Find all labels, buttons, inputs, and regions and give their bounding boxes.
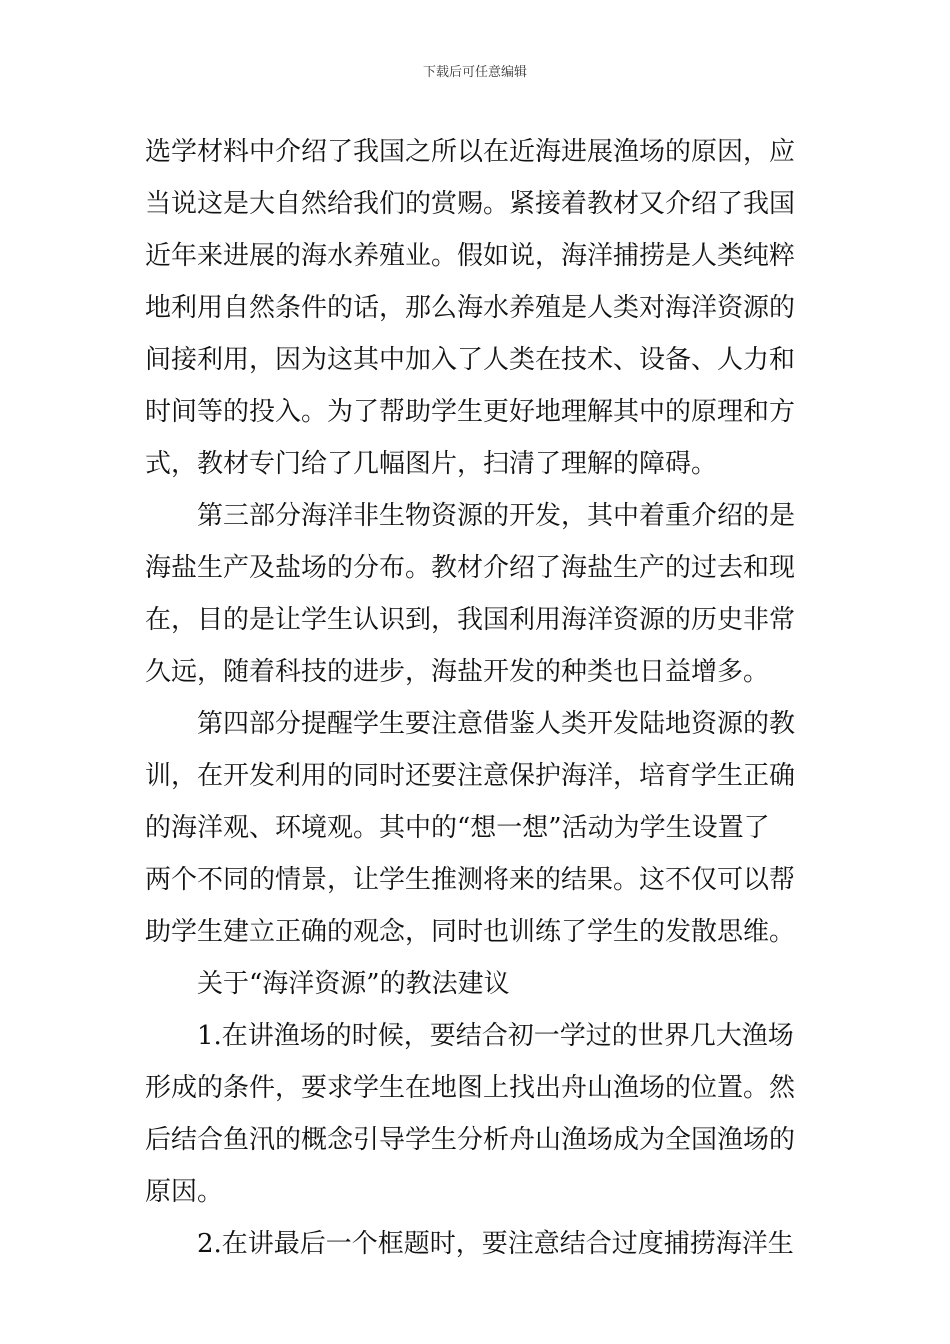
paragraph-line: 地利用自然条件的话，那么海水养殖是人类对海洋资源的 xyxy=(145,293,796,323)
section-heading: 关于“海洋资源”的教法建议 xyxy=(197,969,510,999)
page-header: 下载后可任意编辑 xyxy=(422,65,527,80)
paragraph-line: 后结合鱼汛的概念引导学生分析舟山渔场成为全国渔场的 xyxy=(145,1125,796,1155)
paragraph-line: 第三部分海洋非生物资源的开发，其中着重介绍的是 xyxy=(197,501,796,531)
paragraph-line: 当说这是大自然给我们的赏赐。紧接着教材又介绍了我国 xyxy=(145,189,796,219)
document-body xyxy=(145,126,813,1270)
paragraph-line: 近年来进展的海水养殖业。假如说，海洋捕捞是人类纯粹 xyxy=(145,241,796,271)
paragraph-line: 形成的条件，要求学生在地图上找出舟山渔场的位置。然 xyxy=(145,1073,796,1103)
paragraph-line: 训，在开发利用的同时还要注意保护海洋，培育学生正确 xyxy=(145,761,796,791)
paragraph-line: 第四部分提醒学生要注意借鉴人类开发陆地资源的教 xyxy=(197,709,796,739)
paragraph-line: 的海洋观、环境观。其中的“想一想”活动为学生设置了 xyxy=(145,813,770,843)
paragraph-line: 助学生建立正确的观念，同时也训练了学生的发散思维。 xyxy=(145,917,796,947)
paragraph-line: 选学材料中介绍了我国之所以在近海进展渔场的原因，应 xyxy=(145,137,796,167)
paragraph-line: 式，教材专门给了几幅图片，扫清了理解的障碍。 xyxy=(145,449,718,479)
paragraph-line: 两个不同的情景，让学生推测将来的结果。这不仅可以帮 xyxy=(145,865,796,895)
paragraph-line: 间接利用，因为这其中加入了人类在技术、设备、人力和 xyxy=(145,345,796,375)
paragraph-line: 时间等的投入。为了帮助学生更好地理解其中的原理和方 xyxy=(145,397,796,427)
paragraph-line: 1.在讲渔场的时候，要结合初一学过的世界几大渔场 xyxy=(197,1021,794,1051)
paragraph-line: 久远，随着科技的进步，海盐开发的种类也日益增多。 xyxy=(145,657,770,687)
paragraph-line: 海盐生产及盐场的分布。教材介绍了海盐生产的过去和现 xyxy=(145,553,796,583)
paragraph-line: 原因。 xyxy=(145,1177,224,1207)
paragraph-line: 2.在讲最后一个框题时，要注意结合过度捕捞海洋生 xyxy=(197,1229,794,1259)
paragraph-line: 在，目的是让学生认识到，我国利用海洋资源的历史非常 xyxy=(145,605,796,635)
